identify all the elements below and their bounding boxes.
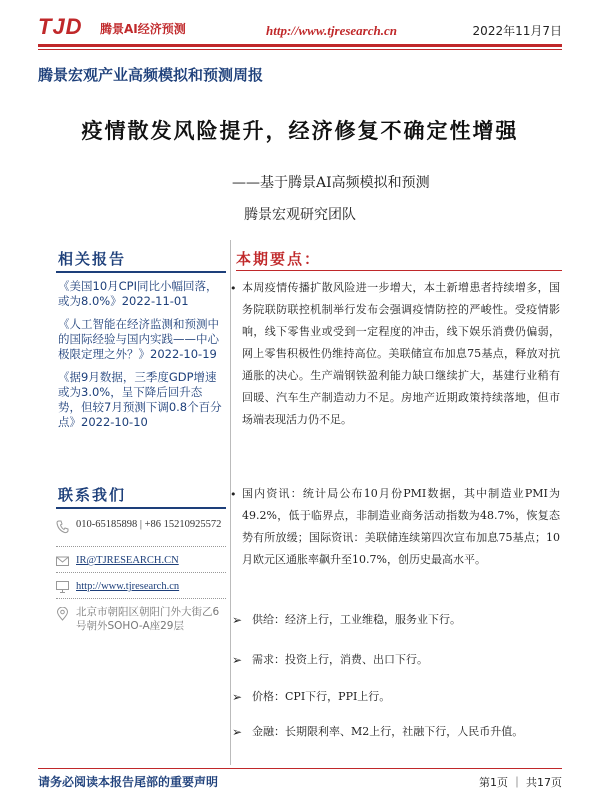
key-point-price: 价格：CPI下行，PPI上行。 — [252, 690, 391, 703]
report-date: 2022年11月7日 — [472, 24, 562, 38]
contact-address-row — [56, 605, 226, 637]
key-points-summary: 本周疫情传播扩散风险进一步增大，本土新增患者持续增多，国务院联防联控机制举行发布会强调疫情防控的严峻性。受疫情影响，线下零售业或受到一定程度的冲击，线下娱乐消费仍偏弱，网上零售积极性仍维持高位。美联储宣布加息75基点，释放对抗通胀的决心。生产端钢铁盈利能力缺口继续扩大，基建行业稍有回暖、汽车生产制造动力不足。房地产近期政策持续落地，但市场端表现活力仍不足。 — [242, 281, 560, 426]
arrow-bullet-icon: ➢ — [232, 613, 243, 627]
contact-phone-row — [56, 518, 226, 548]
arrow-bullet-icon: ➢ — [232, 653, 243, 667]
phone-icon — [56, 520, 69, 534]
header-divider — [38, 44, 562, 47]
report-header — [38, 14, 562, 42]
page-number: 第1页 ｜ 共17页 — [479, 776, 562, 789]
footer-disclaimer-link[interactable]: 请务必阅读本报告尾部的重要声明 — [38, 775, 219, 789]
logo-text: 腾景AI经济预测 — [100, 22, 186, 36]
bullet-icon: • — [230, 282, 237, 295]
contact-phone: 010-65185898 | +86 15210925572 — [76, 519, 222, 530]
key-point-finance: 金融：长期限利率、M2上行，社融下行，人民币升值。 — [252, 725, 524, 738]
key-points-data-info: 国内资讯：统计局公布10月份PMI数据，其中制造业PMI为49.2%，低于临界点，非制造业商务活动指数为48.7%，恢复态势有所放缓；国际资讯：美联储连续第四次宣布加息75基点；10月欧元区通胀率飙升至10.7%，创历史最高水平。 — [242, 487, 560, 566]
related-reports-rule — [56, 271, 226, 273]
contact-website-link[interactable]: http://www.tjresearch.cn — [76, 581, 180, 592]
related-report-link[interactable]: 《美国10月CPI同比小幅回落，或为8.0%》2022-11-01 — [58, 279, 218, 308]
related-reports-list — [58, 279, 224, 438]
mail-icon — [56, 554, 69, 568]
contact-divider — [56, 546, 226, 547]
header-divider-thin — [38, 49, 562, 50]
contact-divider — [56, 598, 226, 599]
page-subtitle: ——基于腾景AI高频模拟和预测 — [232, 175, 430, 191]
computer-icon — [56, 580, 69, 594]
contact-heading: 联系我们 — [58, 486, 127, 504]
key-points-heading: 本期要点： — [236, 250, 322, 268]
key-point-demand: 需求：投资上行，消费、出口下行。 — [252, 653, 428, 666]
location-pin-icon — [56, 607, 69, 621]
header-url-link[interactable]: http://www.tjresearch.cn — [266, 23, 397, 38]
page-title: 疫情散发风险提升，经济修复不确定性增强 — [81, 118, 519, 143]
column-divider — [230, 240, 231, 765]
arrow-bullet-icon: ➢ — [232, 725, 243, 739]
contact-divider — [56, 572, 226, 573]
related-reports-heading: 相关报告 — [58, 250, 127, 268]
contact-email-row — [56, 553, 226, 569]
arrow-bullet-icon: ➢ — [232, 690, 243, 704]
footer-divider — [38, 768, 562, 769]
related-report-link[interactable]: 《据9月数据，三季度GDP增速或为3.0%，呈下降后回升态势，但较7月预测下调0.8个百分点》2022-10-10 — [58, 370, 222, 429]
bullet-icon: • — [230, 488, 237, 501]
author-team: 腾景宏观研究团队 — [244, 207, 356, 223]
report-series: 腾景宏观产业高频模拟和预测周报 — [38, 66, 264, 84]
contact-website-row — [56, 579, 226, 595]
key-points-rule — [236, 270, 562, 271]
related-report-link[interactable]: 《人工智能在经济监测和预测中的国际经验与国内实践——中心极限定理之外？》2022-10-19 — [58, 317, 219, 361]
logo-mark: TJD — [38, 14, 83, 39]
contact-address: 北京市朝阳区朝阳门外大街乙6号朝外SOHO-A座29层 — [76, 606, 220, 632]
contact-email-link[interactable]: IR@TJRESEARCH.CN — [76, 555, 179, 566]
key-point-supply: 供给：经济上行，工业维稳，服务业下行。 — [252, 613, 461, 626]
contact-rule — [56, 507, 226, 509]
